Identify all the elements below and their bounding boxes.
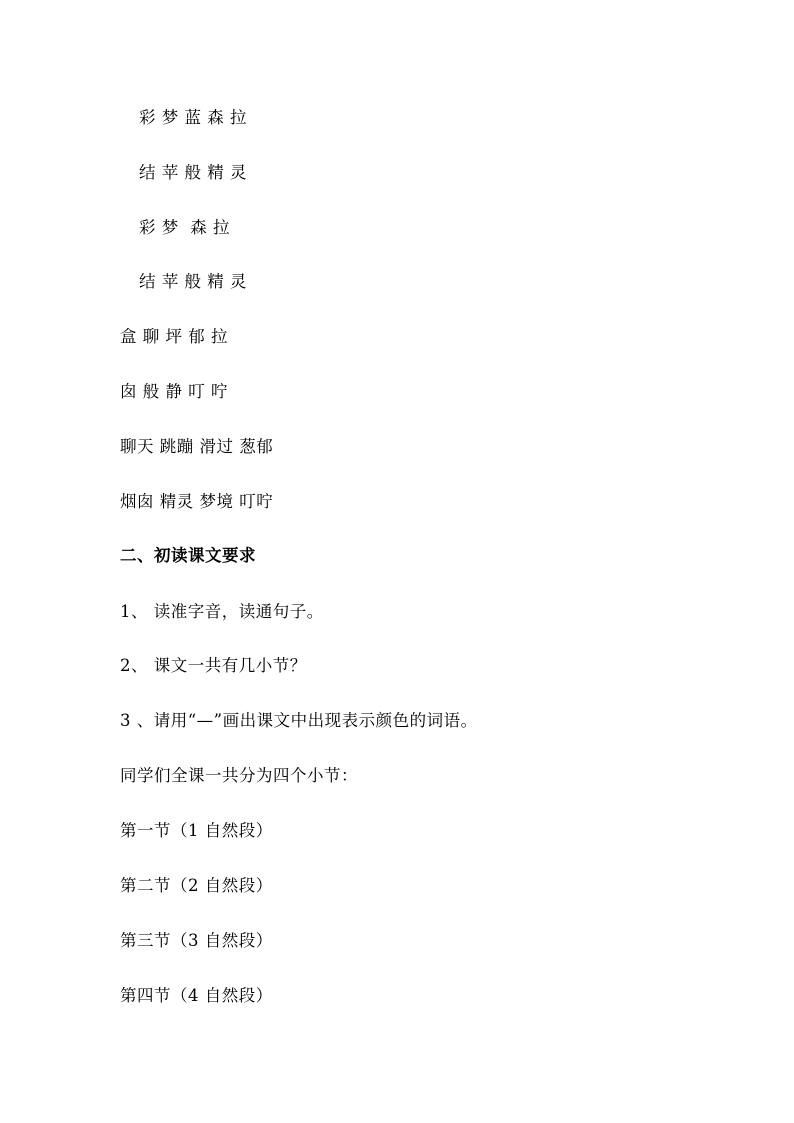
- requirement-item-2: 2、 课文一共有几小节？: [120, 656, 307, 675]
- word-practice-line-2: 烟囱 精灵 梦境 叮咛: [120, 492, 274, 511]
- pinyin-practice-line-2: 结 苹 般 精 灵: [139, 163, 247, 182]
- section-item-2: 第二节（2 自然段）: [120, 876, 273, 895]
- section-heading: 二、初读课文要求: [120, 546, 256, 565]
- word-practice-line-1: 聊天 跳蹦 滑过 葱郁: [120, 437, 274, 456]
- pinyin-practice-line-3: 彩 梦 森 拉: [139, 218, 230, 237]
- section-item-4: 第四节（4 自然段）: [120, 986, 273, 1005]
- requirement-item-1: 1、 读准字音，读通句子。: [120, 602, 324, 621]
- requirement-item-3: 3 、请用“—”画出课文中出现表示颜色的词语。: [120, 711, 478, 730]
- pinyin-practice-line-4: 结 苹 般 精 灵: [139, 272, 247, 291]
- section-item-1: 第一节（1 自然段）: [120, 821, 273, 840]
- section-item-3: 第三节（3 自然段）: [120, 931, 273, 950]
- summary-text: 同学们全课一共分为四个小节：: [120, 766, 358, 785]
- pinyin-practice-line-1: 彩 梦 蓝 森 拉: [139, 108, 247, 127]
- character-practice-line-2: 囱 般 静 叮 咛: [120, 382, 228, 401]
- character-practice-line-1: 盒 聊 坪 郁 拉: [120, 327, 228, 346]
